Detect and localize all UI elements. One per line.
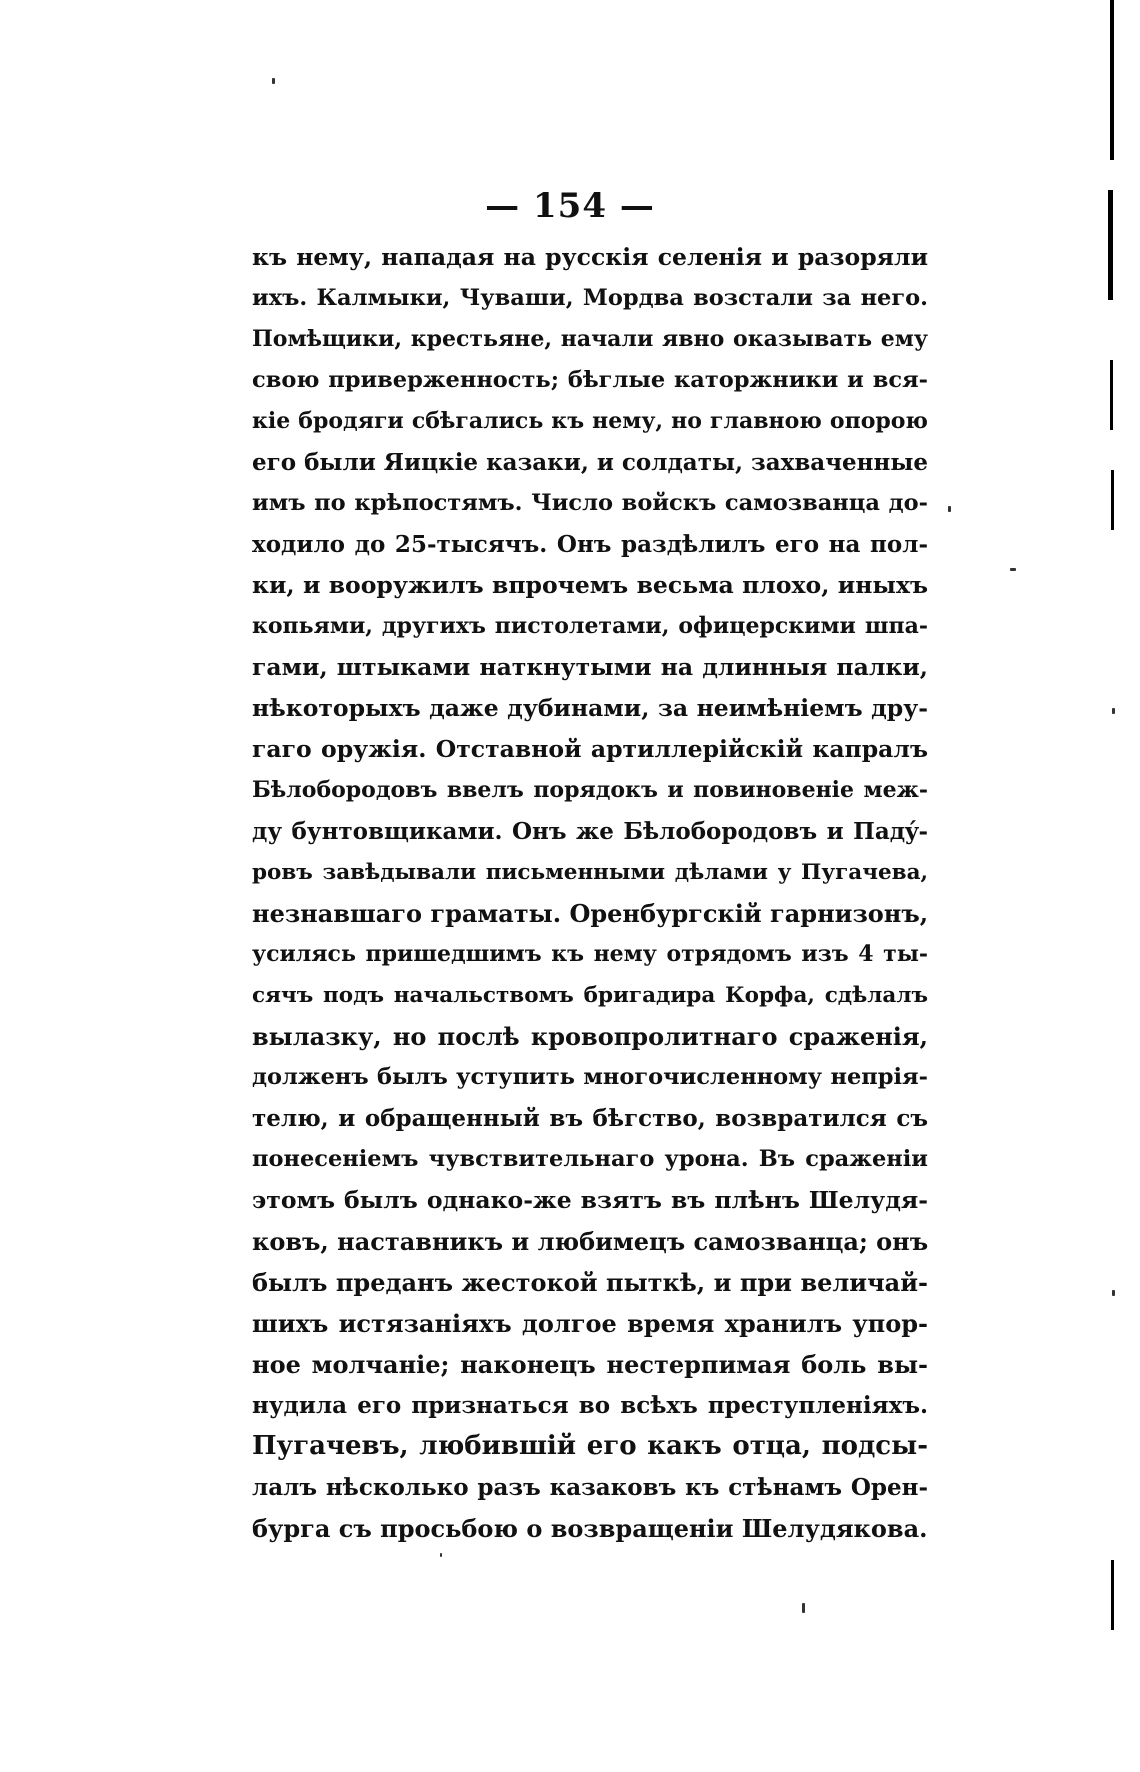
scan-edge-mark (1110, 360, 1113, 430)
scan-edge-mark (1110, 0, 1114, 160)
text-line: ковъ, наставникъ и любимецъ самозванца; онъ (252, 1227, 929, 1256)
text-line: сячъ подъ начальствомъ бригадира Корфа, сдѣлалъ (252, 983, 928, 1008)
text-line: нѣкоторыхъ даже дубинами, за неимѣніемъ дру- (252, 694, 928, 722)
text-line: копьями, другихъ пистолетами, офицерскими шпа- (252, 613, 928, 639)
scan-speck (440, 1553, 442, 1557)
text-line: былъ преданъ жестокой пыткѣ, и при величай- (252, 1268, 928, 1297)
text-line: свою приверженность; бѣглые каторжники и вся- (252, 367, 928, 393)
body-text (252, 237, 928, 1549)
text-line: Пугачевъ, любившій его какъ отца, подсы- (252, 1431, 928, 1461)
scan-speck (948, 506, 951, 512)
text-line: ду бунтовщиками. Онъ же Бѣлобородовъ и Падý- (252, 818, 928, 845)
text-line: Помѣщики, крестьяне, начали явно оказывать ему (252, 326, 928, 352)
text-line: кіе бродяги сбѣгались къ нему, но главною опорою (252, 408, 928, 434)
text-line: ное молчаніе; наконецъ нестерпимая боль вы- (252, 1350, 928, 1379)
text-line: имъ по крѣпостямъ. Число войскъ самозванца до- (252, 490, 928, 516)
text-line: понесеніемъ чувствительнаго урона. Въ сраженіи (252, 1146, 928, 1172)
page-number: — 154 — (485, 186, 655, 226)
scan-speck (272, 78, 275, 84)
text-line: гаго оружія. Отставной артиллерійскій капралъ (252, 735, 928, 763)
text-line: бурга съ просьбою о возвращеніи Шелудякова. (252, 1514, 928, 1543)
text-line: ровъ завѣдывали письменными дѣлами у Пугачева, (252, 860, 928, 885)
scan-speck (1112, 1290, 1115, 1296)
scan-speck (1010, 568, 1016, 571)
text-line: ки, и вооружилъ впрочемъ весьма плохо, иныхъ (252, 571, 928, 599)
scan-speck (802, 1603, 805, 1613)
text-line: долженъ былъ уступить многочисленному непрія- (252, 1064, 928, 1090)
text-line: лалъ нѣсколько разъ казаковъ къ стѣнамъ Орен- (252, 1474, 928, 1501)
text-line: его были Яицкіе казаки, и солдаты, захваченные (252, 449, 929, 476)
text-line: этомъ былъ однако-же взятъ въ плѣнъ Шелудя- (252, 1186, 928, 1214)
scan-edge-mark (1111, 470, 1114, 530)
text-line: незнавшаго граматы. Оренбургскій гарнизонъ, (252, 899, 929, 928)
scan-speck (1112, 708, 1115, 714)
text-line: шихъ истязаніяхъ долгое время хранилъ упор- (252, 1309, 928, 1338)
text-line: къ нему, нападая на русскія селенія и разоряли (252, 243, 928, 271)
text-line: гами, штыками наткнутыми на длинныя палки, (252, 653, 928, 681)
text-line: нудила его признаться во всѣхъ преступленіяхъ. (252, 1392, 928, 1419)
text-line: Бѣлобородовъ ввелъ порядокъ и повиновеніе меж- (252, 777, 928, 803)
scan-edge-mark (1108, 190, 1113, 300)
scan-edge-mark (1111, 1560, 1114, 1630)
text-line: телю, и обращенный въ бѣгство, возвратился съ (252, 1105, 928, 1132)
text-line: усилясь пришедшимъ къ нему отрядомъ изъ 4 ты- (252, 941, 928, 967)
text-line: вылазку, но послѣ кровопролитнаго сраженія, (252, 1022, 928, 1051)
text-line: ходило до 25-тысячъ. Онъ раздѣлилъ его на пол- (252, 531, 928, 558)
text-line: ихъ. Калмыки, Чуваши, Мордва возстали за него. (252, 285, 928, 311)
